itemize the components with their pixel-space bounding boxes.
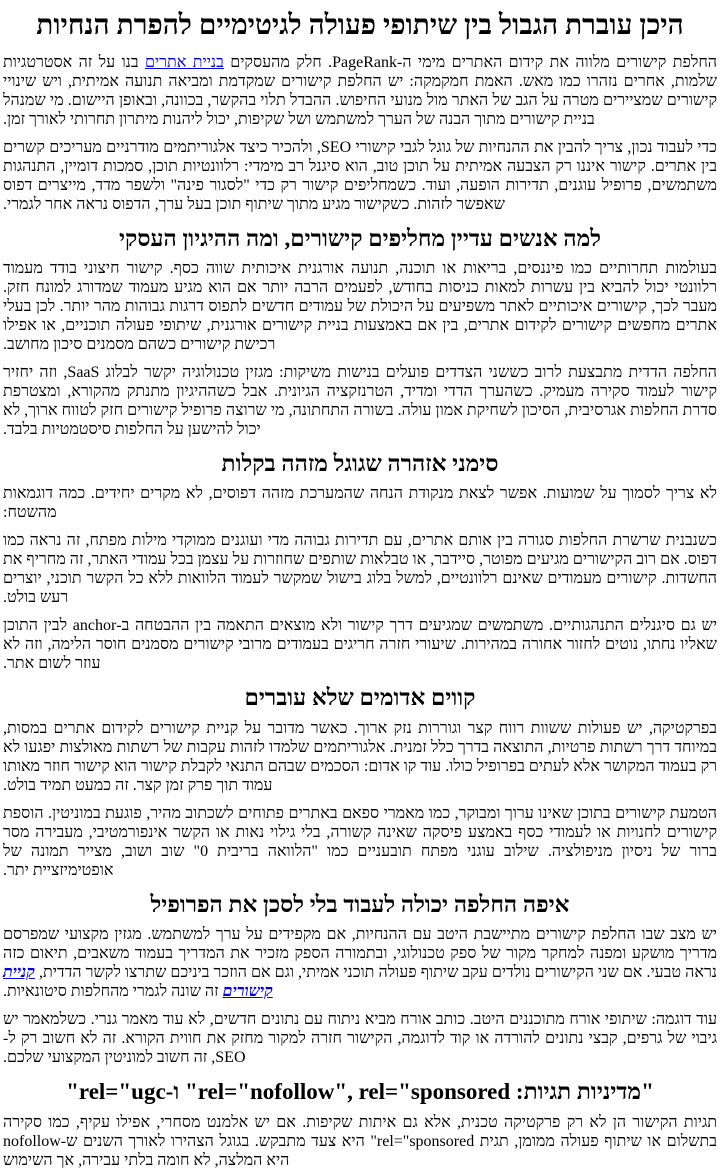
section-heading-warning-signs: סימני אזהרה שגוגל מזהה בקלות <box>221 451 499 477</box>
business-paragraph-2: החלפה הדדית מתבצעת לרוב כששני הצדדים פועלים בנישות משיקות: מגזין טכנולוגיה יקשר לבלוג SaaS, וזה יחזיר קישור לעמוד סקירה מעמיק. כשהערך הדדי ומדיד, הטרנזקציה הגיונית. אבל כשההיגיון מתנתק מהקורא, ומצטרפת סדרת החלפות אגרסיבית, הסיכון לשחיקת אמון עולה. בשורה התחתונה, מי שרוצה פרופיל קישורים חזק לטווח ארוך, לא יכול להישען על החלפות סיסטמטיות בלבד. <box>3 364 718 439</box>
section-heading-red-lines: קווים אדומים שלא עוברים <box>244 685 476 711</box>
section-heading-business-logic: למה אנשים עדיין מחליפים קישורים, ומה ההיגיון העסקי <box>119 225 601 251</box>
paragraph-text: זה שונה לגמרי מהחלפות סיטונאיות. <box>3 983 223 1001</box>
red-lines-paragraph-1: בפרקטיקה, יש פעולות ששוות רווח קצר וגוררות נזק ארוך. כאשר מדובר על קניית קישורים לקידום אתרים במסות, במיוחד דרך רשתות פרטיות, התוצאה בדרך כלל זמנית. אלגוריתמים שלמדו לזהות עקבות של רשתות מאולצות יפגעו לא רק בעמוד המקושר אלא לעתים בפרופיל כולו. עוד קו אדום: הסכמים שבהם התנאי לקבלת קישור הוא קישור חוזר מאותו עמוד תוך פרק זמן קצר. זה כמעט תמיד בולט. <box>3 719 717 794</box>
buying-links-link[interactable]: קניית קישורים <box>3 964 273 1001</box>
safe-exchange-paragraph-2: עוד דוגמה: שיתופי אורח מתוכננים היטב. כותב אורח מביא ניתוח עם נתונים חדשים, לא עוד מאמר גנרי. כשלמאמר יש גיבוי של גרפים, קבצי נתונים להורדה או קוד לדוגמה, הקישור חזרה למקור מחזק את חווית הקורא. זה לא חשוב רק ל-SEO, זה חשוב למוניטין המקצועי שלכם. <box>3 1011 717 1067</box>
rel-tags-paragraph-1: תגיות הקישור הן לא רק פרקטיקה טכנית, אלא גם איתות שקיפות. אם יש אלמנט מסחרי, אפילו עקיף, כמו סקירה בתשלום או שיתוף פעולה ממומן, תגית rel="sponsored" היא צעד מתבקש. בגוגל הצהירו לאורך השנים ש-nofollow היא המלצה, לא חומה בלתי עבירה, אך השימוש <box>3 1113 718 1169</box>
article <box>3 9 717 1170</box>
website-building-link[interactable]: בניית אתרים <box>145 53 224 71</box>
section-heading-safe-exchange: איפה החלפה יכולה לעבוד בלי לסכן את הפרופיל <box>150 891 570 917</box>
paragraph-text: יש מצב שבו החלפת קישורים מתיישבת היטב עם ההנחיות, אם מקפידים על ערך למשתמש. מגזין מקצועי שמפרסם מדריך מושקע ומפנה למחקר מקור של ספק טכנולוגי, ובתמורה הספק מזכיר את המדריך בעמוד משאבים, תיאום כזה נראה טבעי. אם שני הקישורים נולדים עקב שיתוף פעולה תוכני אמיתי, וגם אם הוזכר ביניכם שתרצו לקשר הדדית, <box>3 926 717 982</box>
warning-paragraph-1: לא צריך לסמוך על שמועות. אפשר לצאת מנקודת הנחה שהמערכת מזהה דפוסים, לא מקרים יחידים. כמה דוגמאות מהשטח: <box>3 485 717 522</box>
paragraph-text: בנו על זה אסטרטגיות שלמות, אחרים נזהרו כמו מאש. האמת חמקמקה: יש החלפת קישורים שמקדמת ומביאה תנועה אמיתית, ויש שינויי קישורים שמציירים מטרה על הגב של האתר מול מנועי החיפוש. ההבדל תלוי בהקשר, בכוונה, ובאופן היישום. מי שמנהל בניית קישורים מתוך הבנה של הערך למשתמש ושל שקיפות, יכול ליהנות מיתרון תחרותי לאורך זמן. <box>3 53 717 128</box>
paragraph-text: החלפת קישורים מלווה את קידום האתרים מימי ה-PageRank. חלק מהעסקים <box>223 53 718 71</box>
intro-paragraph-1 <box>3 53 717 129</box>
red-lines-paragraph-2: הטמעת קישורים בתוכן שאינו ערוך ומבוקר, כמו מאמרי ספאם באתרים פתוחים לשכתוב מהיר, פוגעת במוניטין. הוספת קישורים לחנויות או לעמודי כסף באמצע פיסקה שאינה קשורה, בלי גילוי נאות או הקשר אינפורמטיבי, מעבירה מסר ברור של ניסיון מניפולציה. שילוב עוגני מפתח תובעניים כמו "הלוואה בריבית 0" שוב ושוב, מצייר תמונה של אופטימיזציית יתר. <box>3 804 718 879</box>
safe-exchange-paragraph-1 <box>3 925 717 1001</box>
intro-paragraph-2: כדי לעבוד נכון, צריך להבין את ההנחיות של גוגל לגבי קישורי SEO, ולהכיר כיצד אלגוריתמים מודרניים מעריכים קשרים בין אתרים. קישור איננו רק הצבעה אמיתית על תוכן טוב, הוא סיגנל רב מימדי: רלוונטיות תוכן, סמכות דומיין, התנהגות משתמשים, פרופיל עוגנים, תדירות הופעה, ועוד. כשמחליפים קישור רק כדי "לסגור פינה" ולשפר מדד, מייצרים דפוס שאפשר לזהות. כשקישור מגיע מתוך שיתוף תוכן בעל ערך, הדפוס נראה אחר לגמרי. <box>3 138 717 213</box>
article-title: היכן עוברת הגבול בין שיתופי פעולה לגיטימיים להפרת הנחיות <box>36 10 684 41</box>
section-heading-rel-tags: "rel="ugc-ו "rel="nofollow", rel="sponsored :מדיניות תגיות" <box>66 1079 654 1105</box>
business-paragraph-1: בעולמות תחרותיים כמו פיננסים, בריאות או תוכנה, תנועה אורגנית איכותית שווה כסף. קישור חיצוני בודד מעמוד רלוונטי יכול להביא בין עשרות למאות כניסות בחודש, לפעמים הרבה יותר אם הוא מגיע מעמוד שמדורג למונח חזק. מעבר לכך, קישורים איכותיים לאתר משפיעים על היכולת של עמודים חדשים לתפוס דרגות גבוהות מהר יותר. לכן בעלי אתרים מחפשים קישורים לקידום אתרים, בין אם באמצעות בניית קישורים אורגנית, שיתופי פעולה תוכניים, או אפילו רכישת קישורים כשהם מסמנים סיכון מחושב. <box>3 260 717 354</box>
warning-paragraph-2: כשנבנית שרשרת החלפות סגורה בין אותם אתרים, עם תדירות גבוהה מדי ועוגנים ממוקדי מילות מפתח, זה נראה כמו דפוס. אם רוב הקישורים מגיעים מפוטר, סיידבר, או טבלאות שותפים שחוזרות על עצמן בכל עמודי האתר, זה מחריף את החשדות. קישורים מעמודים שאינם רלוונטיים, למשל בלוג בישול שמקשר לעמוד הלוואות ללא כל הקשר תוכני, יוצרים רעש בולט. <box>3 532 717 607</box>
warning-paragraph-3: יש גם סיגנלים התנהגותיים. משתמשים שמגיעים דרך קישור ולא מוצאים התאמה בין ההבטחה ב-anchor לבין התוכן שאליו נחתו, נוטים לחזור אחורה במהירות. שיעורי חזרה חריגים בעמודים מרובי קישורים מסמנים חוסר הלימה, וזה לא עוזר לשום אתר. <box>3 617 718 673</box>
